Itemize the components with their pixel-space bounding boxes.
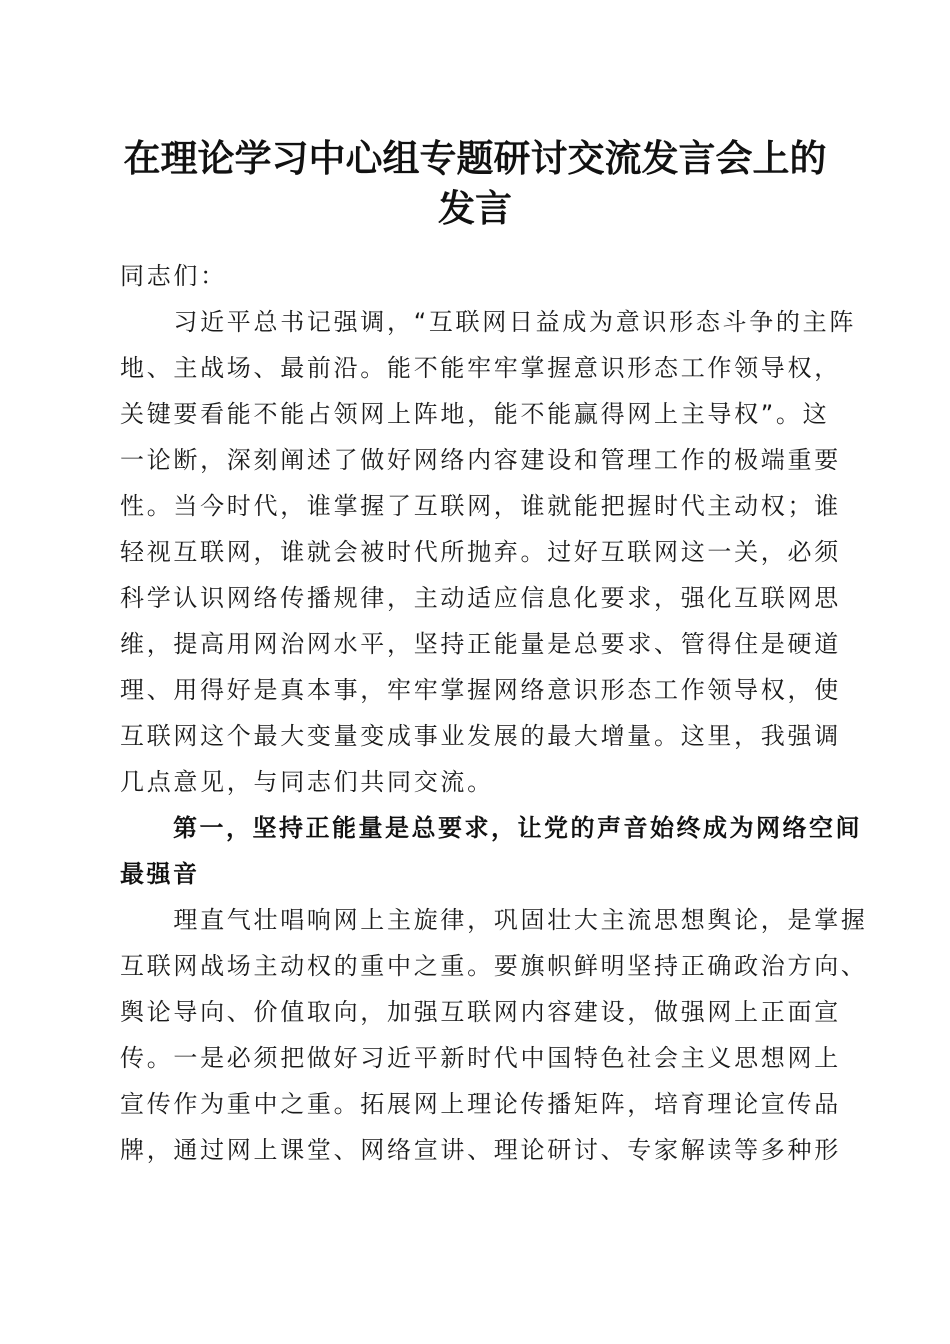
section-1-heading-line: 第一，坚持正能量是总要求，让党的声音始终成为网络空间 <box>120 813 862 842</box>
section-1-heading-line: 最强音 <box>120 859 200 888</box>
paragraph-1-line: 互联网这个最大变量变成事业发展的最大增量。这里，我强调 <box>120 722 841 750</box>
paragraph-2-line: 理直气壮唱响网上主旋律，巩固壮大主流思想舆论，是掌握 <box>120 906 868 934</box>
paragraph-1-line: 维，提高用网治网水平，坚持正能量是总要求、管得住是硬道 <box>120 630 841 658</box>
paragraph-2-line: 互联网战场主动权的重中之重。要旗帜鲜明坚持正确政治方向、 <box>120 952 868 980</box>
paragraph-1-line: 科学认识网络传播规律，主动适应信息化要求，强化互联网思 <box>120 584 841 612</box>
paragraph-2-line: 宣传作为重中之重。拓展网上理论传播矩阵，培育理论宣传品 <box>120 1090 841 1118</box>
paragraph-1-line: 地、主战场、最前沿。能不能牢牢掌握意识形态工作领导权， <box>120 354 841 382</box>
paragraph-2-line: 传。一是必须把做好习近平新时代中国特色社会主义思想网上 <box>120 1044 841 1072</box>
paragraph-1-line: 关键要看能不能占领网上阵地，能不能赢得网上主导权”。这 <box>120 400 830 428</box>
greeting: 同志们： <box>120 262 227 290</box>
paragraph-2-line: 舆论导向、价值取向，加强互联网内容建设，做强网上正面宣 <box>120 998 841 1026</box>
paragraph-2-line: 牌，通过网上课堂、网络宣讲、理论研讨、专家解读等多种形 <box>120 1136 841 1164</box>
paragraph-1-line: 理、用得好是真本事，牢牢掌握网络意识形态工作领导权，使 <box>120 676 841 704</box>
paragraph-1-line: 几点意见，与同志们共同交流。 <box>120 768 494 796</box>
paragraph-1-line: 习近平总书记强调，“互联网日益成为意识形态斗争的主阵 <box>120 308 857 336</box>
document-body <box>120 253 868 1173</box>
paragraph-1-line: 轻视互联网，谁就会被时代所抛弃。过好互联网这一关，必须 <box>120 538 841 566</box>
document-title: 在理论学习中心组专题研讨交流发言会上的发言 <box>123 136 827 230</box>
paragraph-1-line: 性。当今时代，谁掌握了互联网，谁就能把握时代主动权；谁 <box>120 492 841 520</box>
paragraph-1-line: 一论断，深刻阐述了做好网络内容建设和管理工作的极端重要 <box>120 446 841 474</box>
